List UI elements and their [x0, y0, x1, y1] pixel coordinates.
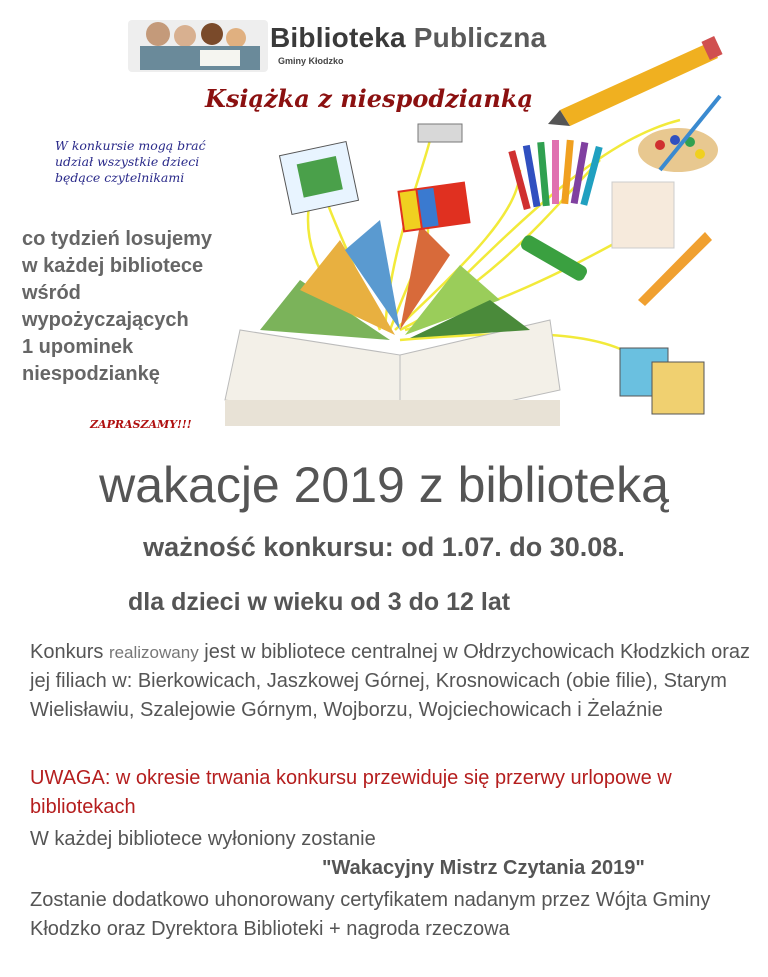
kids-books-icon	[620, 348, 704, 414]
draw-line: niespodziankę	[22, 363, 160, 385]
participation-note	[55, 138, 265, 186]
validity-dates: ważność konkursu: od 1.07. do 30.08.	[143, 532, 625, 562]
stickers-icon	[612, 182, 674, 248]
para-small-word: realizowany	[108, 643, 199, 662]
brand-main: Biblioteka	[270, 22, 406, 53]
warning-text: UWAGA: w okresie trwania konkursu przewiduje się przerwy urlopowe w bibliotekach	[30, 767, 672, 818]
age-range: dla dzieci w wieku od 3 do 12 lat	[128, 588, 511, 616]
poster-subtitle: Książka z niespodzianką	[205, 84, 534, 113]
plasticine-box-icon	[397, 181, 470, 232]
weekly-draw-text	[22, 226, 272, 388]
award-title: "Wakacyjny Mistrz Czytania 2019"	[322, 857, 645, 879]
invite-text: ZAPRASZAMY!!!	[90, 418, 192, 431]
draw-line: wypożyczających	[22, 309, 189, 331]
draw-line: co tydzień losujemy	[22, 228, 213, 250]
note-line: W konkursie mogą brać	[55, 138, 206, 153]
locations-paragraph	[30, 638, 755, 725]
main-title: wakacje 2019 z biblioteką	[99, 457, 669, 513]
paint-palette-icon	[638, 96, 720, 172]
para-rest: jest w bibliotece centralnej w Ołdrzychowicach Kłodzkich oraz jej filiach w: Bierkowicach, Jaszkowej Górnej, Krosnowicach (obie filie), Starym Wielisławiu, Szalejowie Górnym, Wojborzu, Wojciechowicach i Żelaźnie	[30, 641, 751, 721]
markers-icon	[508, 140, 602, 210]
note-line: udział wszystkie dzieci	[55, 154, 200, 169]
brand-second: Publiczna	[413, 22, 547, 53]
eraser-icon	[418, 124, 462, 142]
winner-line: W każdej bibliotece wyłoniony zostanie	[30, 828, 376, 850]
draw-line: wśród	[22, 282, 81, 304]
family-reading-logo	[128, 20, 268, 72]
draw-line: w każdej bibliotece	[22, 255, 204, 277]
brand-subtitle: Gminy Kłodzko	[278, 56, 344, 66]
para-start: Konkurs	[30, 641, 109, 663]
notebook-icon	[280, 142, 359, 215]
pencil-icon	[548, 36, 723, 126]
certificate-text: Zostanie dodatkowo uhonorowany certyfikatem nadanym przez Wójta Gminy Kłodzko oraz Dyrektora Biblioteki + nagroda rzeczowa	[30, 889, 711, 940]
draw-line: 1 upominek	[22, 336, 134, 358]
brand-title	[270, 22, 546, 54]
note-line: będące czytelnikami	[55, 170, 185, 185]
